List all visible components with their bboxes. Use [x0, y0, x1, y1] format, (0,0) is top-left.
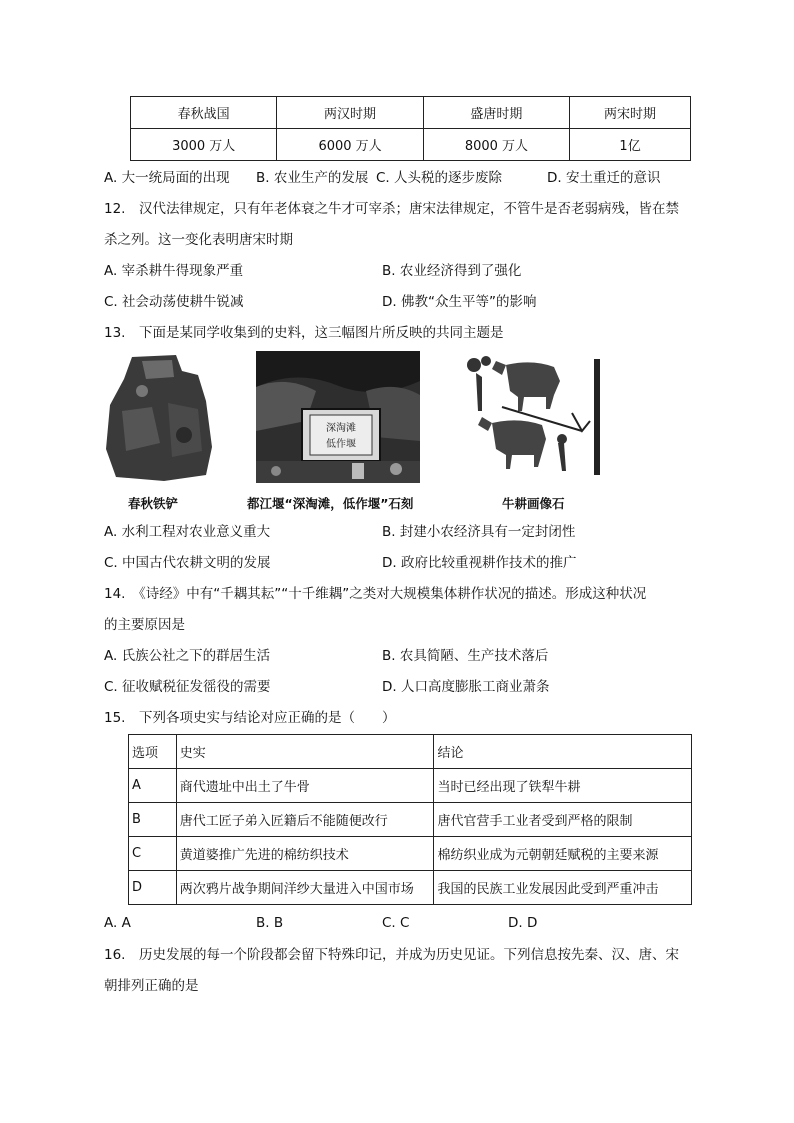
- q12-option-d: D. 佛教“众生平等”的影响: [382, 294, 537, 310]
- q15-option-d: D. D: [508, 915, 538, 931]
- q14-stem-line1: 14. 《诗经》中有“千耦其耘”“十千维耦”之类对大规模集体耕作状况的描述。形成这种状况: [104, 586, 647, 602]
- table-header-cell: 春秋战国: [131, 97, 277, 129]
- table-cell: A: [129, 769, 177, 803]
- q12-stem-line1: 12. 汉代法律规定，只有年老体衰之牛才可宰杀；唐宋法律规定，不管牛是否老弱病残，皆在禁: [104, 201, 679, 217]
- table-header-cell: 盛唐时期: [423, 97, 569, 129]
- q15-option-a: A. A: [104, 915, 131, 931]
- q13-option-b: B. 封建小农经济具有一定封闭性: [382, 524, 576, 540]
- table-header-cell: 史实: [176, 735, 434, 769]
- table-cell: 我国的民族工业发展因此受到严重冲击: [434, 871, 692, 905]
- q16-stem-line1: 16. 历史发展的每一个阶段都会留下特殊印记，并成为历史见证。下列信息按先秦、汉、唐、宋: [104, 947, 679, 963]
- ox-plowing-image: [462, 351, 612, 483]
- stone-text-line2: 低作堰: [326, 439, 356, 450]
- table-row: [129, 803, 692, 837]
- table-row: [129, 735, 692, 769]
- caption-dujiangyan: 都江堰“深淘滩，低作堰”石刻: [247, 496, 414, 511]
- table-row: [129, 837, 692, 871]
- q13-option-d: D. 政府比较重视耕作技术的推广: [382, 555, 577, 571]
- q15-option-b: B. B: [256, 915, 284, 931]
- dujiangyan-stone-image: [256, 351, 420, 483]
- table-cell: 黄道婆推广先进的棉纺织技术: [176, 837, 434, 871]
- q14-option-a: A. 氏族公社之下的群居生活: [104, 648, 271, 664]
- iron-spade-image: [102, 351, 218, 483]
- table-cell: 当时已经出现了铁犁牛耕: [434, 769, 692, 803]
- table-header-cell: 两宋时期: [570, 97, 691, 129]
- q13-option-c: C. 中国古代农耕文明的发展: [104, 555, 271, 571]
- q12-option-a: A. 宰杀耕牛得现象严重: [104, 263, 244, 279]
- table-cell: 唐代官营手工业者受到严格的限制: [434, 803, 692, 837]
- q15-stem: 15. 下列各项史实与结论对应正确的是（ ）: [104, 710, 396, 726]
- q15-table: [128, 734, 692, 905]
- table-header-cell: 结论: [434, 735, 692, 769]
- q15-option-c: C. C: [382, 915, 410, 931]
- table-cell: 6000 万人: [277, 129, 423, 161]
- table-cell: 棉纺织业成为元朝朝廷赋税的主要来源: [434, 837, 692, 871]
- table-row: [131, 97, 691, 129]
- q12-stem-line2: 杀之列。这一变化表明唐宋时期: [104, 232, 293, 248]
- table-header-cell: 选项: [129, 735, 177, 769]
- table-row: [129, 769, 692, 803]
- table-cell: C: [129, 837, 177, 871]
- caption-ox-plowing: 牛耕画像石: [502, 496, 565, 511]
- table-cell: 1亿: [570, 129, 691, 161]
- q11-option-a: A. 大一统局面的出现: [104, 170, 230, 186]
- q14-option-b: B. 农具简陋、生产技术落后: [382, 648, 549, 664]
- table-cell: B: [129, 803, 177, 837]
- q11-option-d: D. 安土重迁的意识: [547, 170, 661, 186]
- table-row: [131, 129, 691, 161]
- caption-iron-spade: 春秋铁铲: [128, 496, 179, 511]
- q12-option-b: B. 农业经济得到了强化: [382, 263, 522, 279]
- table-cell: D: [129, 871, 177, 905]
- q14-option-c: C. 征收赋税征发徭役的需要: [104, 679, 271, 695]
- table-cell: 3000 万人: [131, 129, 277, 161]
- q16-stem-line2: 朝排列正确的是: [104, 978, 199, 994]
- q13-option-a: A. 水利工程对农业意义重大: [104, 524, 271, 540]
- q12-option-c: C. 社会动荡使耕牛锐减: [104, 294, 244, 310]
- table-cell: 两次鸦片战争期间洋纱大量进入中国市场: [176, 871, 434, 905]
- q14-stem-line2: 的主要原因是: [104, 617, 185, 633]
- q14-option-d: D. 人口高度膨胀工商业萧条: [382, 679, 550, 695]
- stone-text-line1: 深淘滩: [326, 423, 356, 434]
- population-table: [130, 96, 691, 161]
- table-row: [129, 871, 692, 905]
- q11-option-c: C. 人头税的逐步废除: [376, 170, 503, 186]
- q13-stem: 13. 下面是某同学收集到的史料，这三幅图片所反映的共同主题是: [104, 325, 504, 341]
- table-header-cell: 两汉时期: [277, 97, 423, 129]
- table-cell: 商代遗址中出土了牛骨: [176, 769, 434, 803]
- table-cell: 唐代工匠子弟入匠籍后不能随便改行: [176, 803, 434, 837]
- table-cell: 8000 万人: [423, 129, 569, 161]
- q11-option-b: B. 农业生产的发展: [256, 170, 369, 186]
